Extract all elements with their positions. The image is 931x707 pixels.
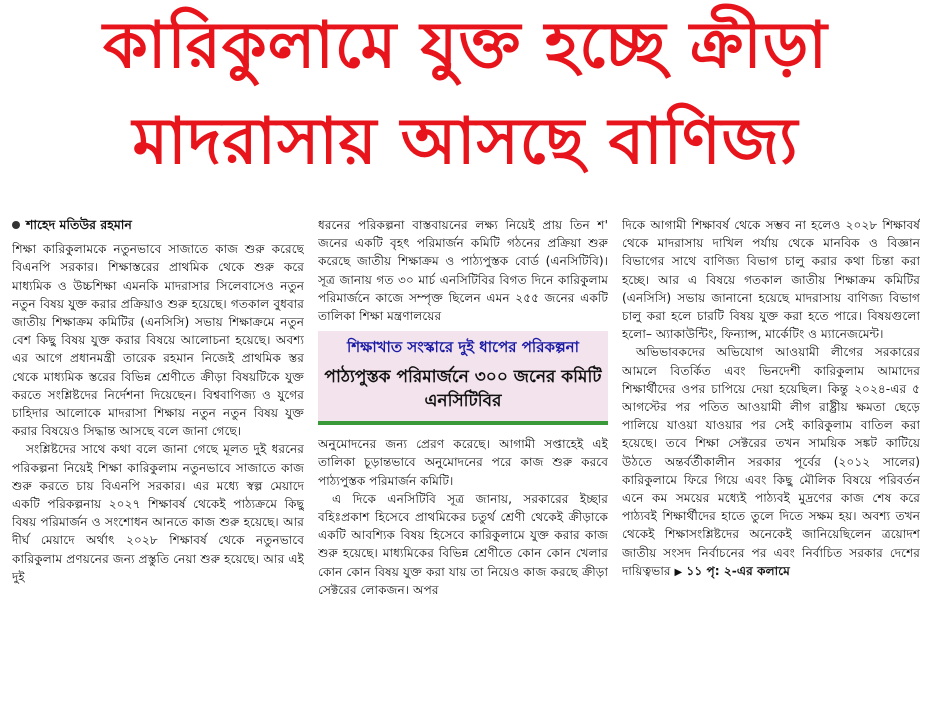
article-column-1 (12, 216, 304, 701)
paragraph (622, 343, 920, 582)
byline-author: শাহেদ মতিউর রহমান (26, 217, 132, 232)
paragraph: এ দিকে এনসিটিবি সূত্র জানায়, সরকারের ইচ্ছার বহিঃপ্রকাশ হিসেবে প্রাথমিকের চতুর্থ শ্রেণী থেকেই ক্রীড়াকে একটি আবশ্যিক বিষয় হিসেবে কারিকুলামে যুক্ত করার কাজ শুরু হয়েছে। মাধ্যমিকের বিভিন্ন শ্রেণীতে কোন কোন খেলার কোন কোন বিষয় যুক্ত করা যায় তা নিয়েও কাজ করছে ক্রীড়া সেক্টরের লোকজন। অপর (318, 491, 608, 597)
paragraph: শিক্ষা কারিকুলামকে নতুনভাবে সাজাতে কাজ শুরু করেছে বিএনপি সরকার। শিক্ষাস্তরের প্রাথমিক থেকে শুরু করে মাধ্যমিক ও উচ্চশিক্ষা এমনকি মাদরাসার সিলেবাসেও নতুন নতুন বিষয় যুক্ত করার প্রক্রিয়াও শুরু হয়েছে। গতকাল বুধবার জাতীয় শিক্ষাক্রম কমিটির (এনসিসি) সভায় শিক্ষাক্রমে নতুন বেশ কিছু বিষয় যুক্ত করার বিষয়ে আলোচনা হয়েছে। অবশ্য এর আগে প্রধানমন্ত্রী তারেক রহমান নিজেই প্রাথমিক স্তর থেকে মাধ্যমিক স্তরের বিভিন্ন শ্রেণীতে ক্রীড়া বিষয়টিকে যুক্ত করতে সংশ্লিষ্টদের নির্দেশনা দিয়েছেন। বিশ্ববাণিজ্য ও যুগের চাহিদার আলোকে মাদরাসা শিক্ষায় নতুন নতুন বিষয় যুক্ত করার বিষয়েও সিদ্ধান্ত আসছে বলে জানা গেছে। (12, 242, 304, 439)
continued-label: ১১ পৃ: ২-এর কলামে (686, 563, 790, 578)
callout-subheadline: পাঠ্যপুস্তক পরিমার্জনে ৩০০ জনের কমিটি এনসিটিবির (324, 367, 602, 412)
byline (12, 216, 304, 234)
paragraph: সংশ্লিষ্টদের সাথে কথা বলে জানা গেছে মূলত দুই ধরনের পরিকল্পনা নিয়েই শিক্ষা কারিকুলাম নতুনভাবে সাজাতে কাজ শুরু করতে চায় বিএনপি সরকার। এর মধ্যে স্বল্প মেয়াদে একটি পরিকল্পনায় ২০২৭ শিক্ষাবর্ষ থেকেই পাঠ্যক্রমে কিছু বিষয় পরিমার্জন ও সংশোধন আনতে কাজ শুরু হয়েছে। আর দীর্ঘ মেয়াদে অর্থাৎ ২০২৮ শিক্ষাবর্ষ থেকে নতুনভাবে কারিকুলাম প্রণয়নের জন্য প্রস্তুতি নেয়া শুরু হয়েছে। আর এই দুই (12, 442, 304, 584)
triangle-icon: ▶ (674, 566, 683, 578)
article-column-2 (318, 216, 608, 701)
callout-box (318, 331, 608, 425)
callout-kicker: শিক্ষাখাত সংস্কারে দুই ধাপের পরিকল্পনা (347, 338, 579, 357)
paragraph-text: অভিভাবকদের অভিযোগ আওয়ামী লীগের সরকারের আমলে বিতর্কিত এবং ভিনদেশী কারিকুলাম আমাদের শিক্ষার্থীদের ওপর চাপিয়ে দেয়া হয়েছিল। কিন্তু ২০২৪-এর ৫ আগস্টের পর পতিত আওয়ামী লীগ রাষ্ট্রীয় ক্ষমতা ছেড়ে পালিয়ে যাওয়া যাওয়ার পর সেই কারিকুলাম বাতিল করা হয়েছে। তবে শিক্ষা সেক্টরের তখন সাময়িক সঙ্কট কাটিয়ে উঠতে অন্তর্বর্তীকালীন সরকার পূর্বের (২০১২ সালের) কারিকুলামে ফিরে গিয়ে এবং কিছু মৌলিক বিষয়ে পরিবর্তন এনে কম সময়ের মধ্যেই পাঠ্যবই মুদ্রণের কাজ শেষ করে পাঠ্যবই শিক্ষার্থীদের হাতে তুলে দিতে সক্ষম হয়। অবশ্য তখন থেকেই শিক্ষাসংশ্লিষ্টদের অনেকেই জানিয়েছিলেন ত্রয়োদশ জাতীয় সংসদ নির্বাচনের পর এবং নির্বাচিত সরকার দেশের দায়িত্বভার (622, 345, 920, 578)
continued-note (674, 564, 789, 578)
headline-line-1: কারিকুলামে যুক্ত হচ্ছে ক্রীড়া (102, 9, 828, 83)
paragraph: অনুমোদনের জন্য প্রেরণ করেছে। আগামী সপ্তাহেই এই তালিকা চূড়ান্তভাবে অনুমোদনের পরে কাজ শুরু করবে পাঠ্যপুস্তক পরিমার্জন কমিটি। (318, 437, 608, 488)
paragraph: দিকে আগামী শিক্ষাবর্ষ থেকে সম্ভব না হলেও ২০২৮ শিক্ষাবর্ষ থেকে মাদরাসায় দাখিল পর্যায় থেকে মানবিক ও বিজ্ঞান বিভাগের সাথে বাণিজ্য বিভাগ চালু করার কথা চিন্তা করা হচ্ছে। আর এ বিষয়ে গতকাল জাতীয় শিক্ষাক্রম কমিটির (এনসিসি) সভায় জানানো হয়েছে মাদরাসায় বাণিজ্য বিভাগ চালু করা হলে চারটি বিষয় যুক্ত করা হতে পারে। বিষয়গুলো হলো– অ্যাকাউন্টিং, ফিন্যান্স, মার্কেটিং ও ম্যানেজমেন্ট। (622, 218, 920, 342)
bullet-icon (12, 221, 20, 229)
article-column-3 (622, 216, 920, 701)
paragraph: ধরনের পরিকল্পনা বাস্তবায়নের লক্ষ্য নিয়েই প্রায় তিন শ' জনের একটি বৃহৎ পরিমার্জন কমিটি গঠনের প্রক্রিয়া শুরু করেছে জাতীয় শিক্ষাক্রম ও পাঠ্যপুস্তক বোর্ড (এনসিটিবি)। সূত্র জানায় গত ৩০ মার্চ এনসিটিবির বিগত দিনে কারিকুলাম পরিমার্জনে কাজে সম্পৃক্ত ছিলেন এমন ২৫৫ জনের একটি তালিকা শিক্ষা মন্ত্রণালয়ের (318, 218, 608, 324)
headline-line-2: মাদরাসায় আসছে বাণিজ্য (132, 105, 799, 179)
